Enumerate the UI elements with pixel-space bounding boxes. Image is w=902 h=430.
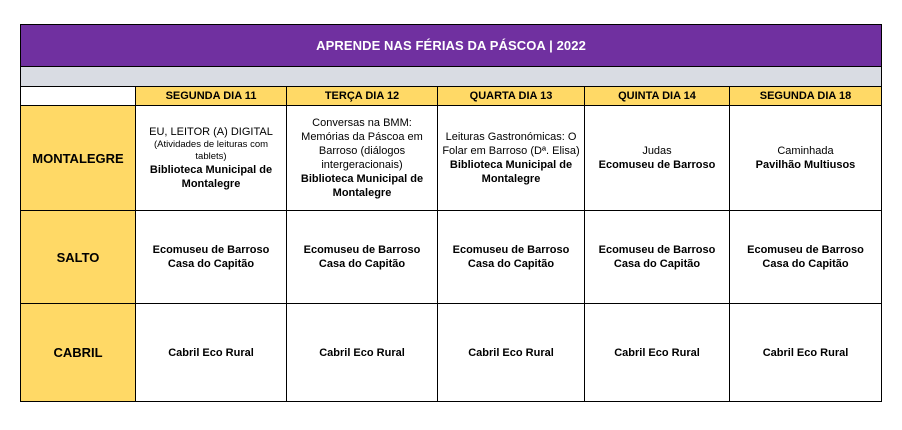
schedule-cell: [730, 304, 882, 402]
venue-text: Ecomuseu de Barroso: [747, 244, 864, 256]
venue-text: Casa do Capitão: [167, 258, 255, 270]
schedule-cell: [287, 106, 438, 211]
schedule-cell: [136, 304, 287, 402]
schedule-cell: [287, 304, 438, 402]
corner-cell: [21, 87, 136, 106]
schedule-sheet: [20, 24, 881, 402]
venue-text: Ecomuseu de Barroso: [303, 244, 421, 256]
location-label: CABRIL: [21, 304, 136, 402]
venue-text: Ecomuseu de Barroso: [598, 244, 716, 256]
venue-text: Biblioteca Municipal de Montalegre: [149, 164, 273, 190]
schedule-cell: [730, 106, 882, 211]
venue-text: Casa do Capitão: [762, 258, 849, 270]
location-row-salto: [21, 211, 882, 304]
schedule-cell: [438, 304, 585, 402]
day-header: SEGUNDA DIA 18: [730, 87, 882, 106]
venue-text: Ecomuseu de Barroso: [152, 244, 270, 256]
venue-text: Biblioteca Municipal de Montalegre: [300, 173, 424, 199]
venue-text: Casa do Capitão: [613, 258, 701, 270]
venue-text: Cabril Eco Rural: [614, 346, 700, 359]
schedule-cell: [730, 211, 882, 304]
venue-text: Casa do Capitão: [467, 258, 555, 270]
location-label: SALTO: [21, 211, 136, 304]
activity-text: Caminhada: [777, 145, 834, 157]
schedule-cell: [585, 211, 730, 304]
day-header: QUINTA DIA 14: [585, 87, 730, 106]
schedule-cell: [136, 211, 287, 304]
activity-text: Conversas na BMM: Memórias da Páscoa em Barroso (diálogos intergeracionais): [301, 117, 423, 171]
schedule-cell: [585, 106, 730, 211]
activity-text: Leituras Gastronómicas: O Folar em Barroso (Dª. Elisa): [442, 131, 580, 157]
day-header: QUARTA DIA 13: [438, 87, 585, 106]
schedule-cell: [585, 304, 730, 402]
schedule-table: [20, 24, 882, 402]
activity-text: EU, LEITOR (A) DIGITAL: [149, 126, 273, 138]
day-header-row: [21, 87, 882, 106]
venue-text: Cabril Eco Rural: [468, 346, 554, 359]
venue-text: Ecomuseu de Barroso: [598, 159, 716, 171]
activity-note: (Atividades de leituras com tablets): [153, 139, 269, 162]
activity-text: Judas: [642, 145, 672, 157]
venue-text: Cabril Eco Rural: [319, 346, 405, 359]
venue-text: Ecomuseu de Barroso: [452, 244, 570, 256]
schedule-cell: [287, 211, 438, 304]
venue-text: Cabril Eco Rural: [762, 346, 849, 359]
location-row-montalegre: [21, 106, 882, 211]
location-label: MONTALEGRE: [21, 106, 136, 211]
page-title: APRENDE NAS FÉRIAS DA PÁSCOA | 2022: [21, 25, 882, 67]
schedule-cell: [136, 106, 287, 211]
venue-text: Biblioteca Municipal de Montalegre: [449, 159, 573, 185]
schedule-cell: [438, 106, 585, 211]
location-row-cabril: [21, 304, 882, 402]
venue-text: Pavilhão Multiusos: [755, 159, 856, 171]
day-header: TERÇA DIA 12: [287, 87, 438, 106]
day-header: SEGUNDA DIA 11: [136, 87, 287, 106]
schedule-cell: [438, 211, 585, 304]
spacer-row: [21, 67, 882, 87]
venue-text: Cabril Eco Rural: [168, 346, 254, 359]
venue-text: Casa do Capitão: [318, 258, 406, 270]
